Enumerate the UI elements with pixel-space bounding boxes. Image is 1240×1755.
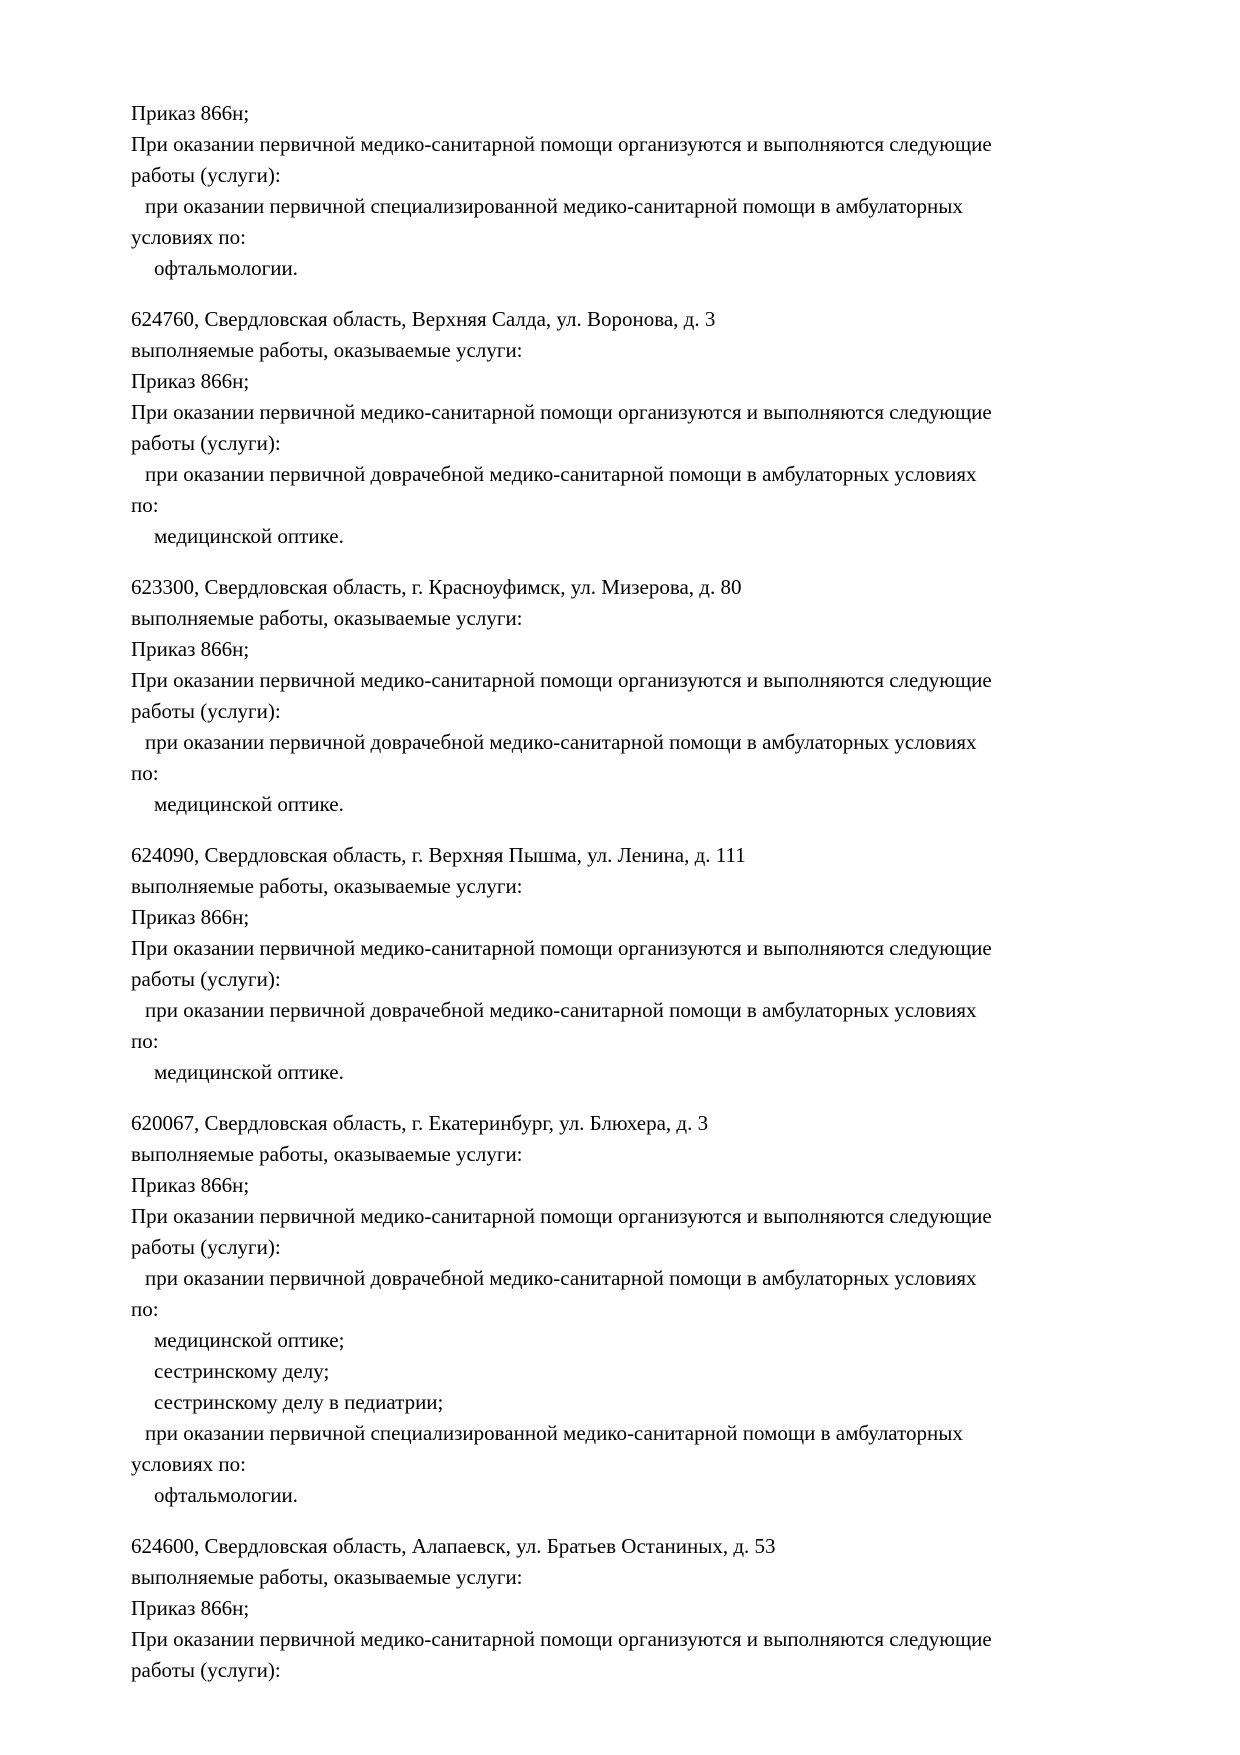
address-line: 620067, Свердловская область, г. Екатеринбург, ул. Блюхера, д. 3 xyxy=(131,1111,709,1135)
license-section xyxy=(131,304,1120,552)
text-line: медицинской оптике; xyxy=(154,1328,345,1352)
text-line: работы (услуги): xyxy=(131,163,281,187)
text-line: Приказ 866н; xyxy=(131,369,250,393)
text-line: медицинской оптике. xyxy=(154,792,344,816)
text-line: При оказании первичной медико-санитарной помощи организуются и выполняются следующие xyxy=(131,400,992,424)
text-line: выполняемые работы, оказываемые услуги: xyxy=(131,874,523,898)
text-line: При оказании первичной медико-санитарной помощи организуются и выполняются следующие xyxy=(131,936,992,960)
text-line: офтальмологии. xyxy=(154,256,298,280)
text-line: Приказ 866н; xyxy=(131,637,250,661)
text-line: При оказании первичной медико-санитарной помощи организуются и выполняются следующие xyxy=(131,668,992,692)
text-line: условиях по: xyxy=(131,225,246,249)
text-line: медицинской оптике. xyxy=(154,524,344,548)
license-section xyxy=(131,1108,1120,1511)
text-line: по: xyxy=(131,1029,159,1053)
text-line: работы (услуги): xyxy=(131,431,281,455)
license-section xyxy=(131,840,1120,1088)
text-line: при оказании первичной доврачебной медико-санитарной помощи в амбулаторных условиях xyxy=(145,998,977,1022)
text-line: Приказ 866н; xyxy=(131,1596,250,1620)
text-line: При оказании первичной медико-санитарной помощи организуются и выполняются следующие xyxy=(131,1627,992,1651)
text-line: сестринскому делу; xyxy=(154,1359,330,1383)
license-section xyxy=(131,98,1120,284)
address-line: 624090, Свердловская область, г. Верхняя Пышма, ул. Ленина, д. 111 xyxy=(131,843,746,867)
text-line: При оказании первичной медико-санитарной помощи организуются и выполняются следующие xyxy=(131,1204,992,1228)
address-line: 624600, Свердловская область, Алапаевск, ул. Братьев Останиных, д. 53 xyxy=(131,1534,776,1558)
text-line: при оказании первичной доврачебной медико-санитарной помощи в амбулаторных условиях xyxy=(145,1266,977,1290)
text-line: выполняемые работы, оказываемые услуги: xyxy=(131,1142,523,1166)
address-line: 624760, Свердловская область, Верхняя Салда, ул. Воронова, д. 3 xyxy=(131,307,716,331)
text-line: при оказании первичной доврачебной медико-санитарной помощи в амбулаторных условиях xyxy=(145,730,977,754)
text-line: работы (услуги): xyxy=(131,967,281,991)
license-section xyxy=(131,1531,1120,1686)
text-line: работы (услуги): xyxy=(131,699,281,723)
text-line: по: xyxy=(131,1297,159,1321)
text-line: при оказании первичной специализированной медико-санитарной помощи в амбулаторных xyxy=(145,194,963,218)
text-line: сестринскому делу в педиатрии; xyxy=(154,1390,444,1414)
text-line: выполняемые работы, оказываемые услуги: xyxy=(131,1565,523,1589)
text-line: при оказании первичной специализированной медико-санитарной помощи в амбулаторных xyxy=(145,1421,963,1445)
text-line: выполняемые работы, оказываемые услуги: xyxy=(131,606,523,630)
text-line: Приказ 866н; xyxy=(131,101,250,125)
address-line: 623300, Свердловская область, г. Красноуфимск, ул. Мизерова, д. 80 xyxy=(131,575,742,599)
text-line: медицинской оптике. xyxy=(154,1060,344,1084)
text-line: Приказ 866н; xyxy=(131,1173,250,1197)
text-line: при оказании первичной доврачебной медико-санитарной помощи в амбулаторных условиях xyxy=(145,462,977,486)
text-line: работы (услуги): xyxy=(131,1658,281,1682)
text-line: по: xyxy=(131,493,159,517)
text-line: При оказании первичной медико-санитарной помощи организуются и выполняются следующие xyxy=(131,132,992,156)
text-line: выполняемые работы, оказываемые услуги: xyxy=(131,338,523,362)
text-line: условиях по: xyxy=(131,1452,246,1476)
license-section xyxy=(131,572,1120,820)
text-line: работы (услуги): xyxy=(131,1235,281,1259)
text-line: Приказ 866н; xyxy=(131,905,250,929)
text-line: офтальмологии. xyxy=(154,1483,298,1507)
text-line: по: xyxy=(131,761,159,785)
